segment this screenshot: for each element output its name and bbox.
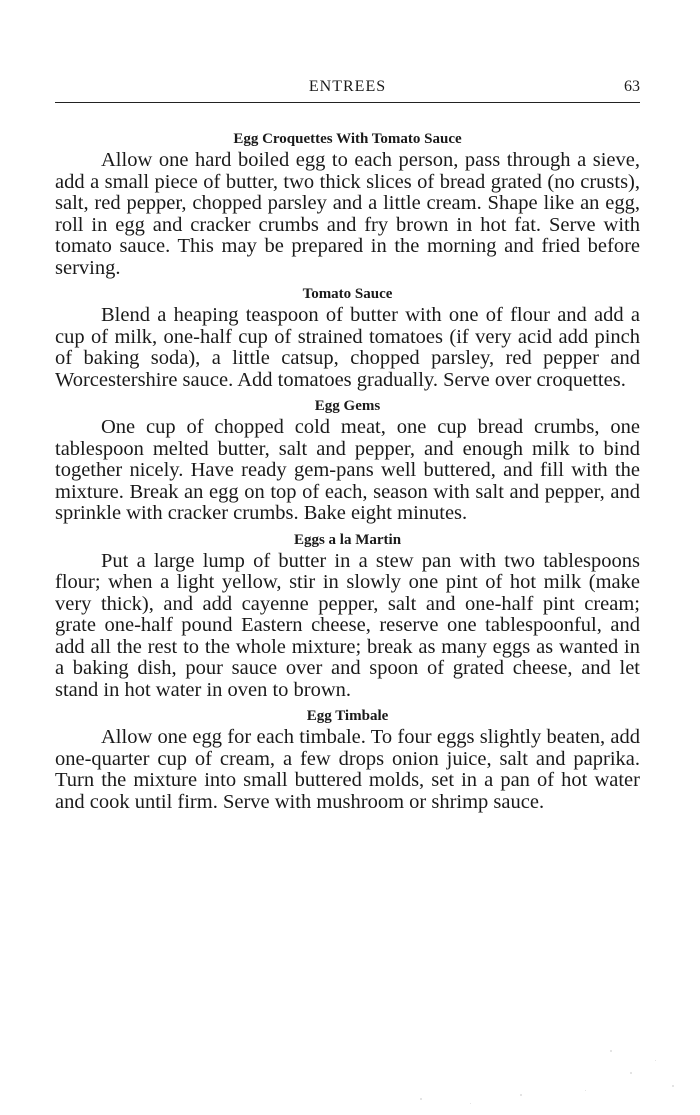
paper-speckle: [470, 1103, 471, 1104]
paper-speckle: [520, 1094, 522, 1096]
recipe-egg-gems: [55, 395, 640, 525]
recipe-tomato-sauce: [55, 283, 640, 391]
page-number: 63: [624, 78, 640, 95]
paper-speckle: [630, 1072, 632, 1074]
running-head: [55, 76, 640, 103]
recipe-title: Egg Timbale: [306, 708, 389, 724]
recipe-title: Egg Gems: [314, 398, 381, 414]
paper-speckle: [672, 1085, 674, 1087]
recipe-eggs-a-la-martin: [55, 529, 640, 702]
paper-speckle: [585, 1090, 586, 1091]
paper-speckle: [420, 1098, 422, 1100]
recipe-egg-timbale: [55, 705, 640, 813]
recipe-body: Blend a heaping teaspoon of butter with one of flour and add a cup of milk, one-half cup of strained tomatoes (if very acid add pinch of baking soda), a little catsup, chopped parsley, red pepper and Worcestershire sauce. Add tomatoes gradually. Serve over croquettes.: [55, 304, 640, 391]
paper-speckle: [655, 1060, 656, 1061]
recipe-egg-croquettes: [55, 128, 640, 279]
recipe-title: Tomato Sauce: [302, 286, 393, 302]
recipe-title: Egg Croquettes With Tomato Sauce: [233, 131, 462, 147]
recipe-body: Allow one egg for each timbale. To four eggs slightly beaten, add one-quarter cup of cream, a few drops onion juice, salt and paprika. Turn the mixture into small buttered molds, set in a pan of hot water and cook until firm. Serve with mushroom or shrimp sauce.: [55, 726, 640, 813]
running-title: ENTREES: [308, 78, 387, 95]
page-content: [55, 128, 640, 817]
paper-speckle: [610, 1050, 612, 1052]
recipe-body: One cup of chopped cold meat, one cup bread crumbs, one tablespoon melted butter, salt and pepper, and enough milk to bind together nicely. Have ready gem-pans well buttered, and fill with the mixture. Break an egg on top of each, season with salt and pepper, and sprinkle with cracker crumbs. Bake eight minutes.: [55, 416, 640, 524]
recipe-body: Put a large lump of butter in a stew pan with two tablespoons flour; when a light yellow, stir in slowly one pint of hot milk (make very thick), and add cayenne pepper, salt and one-half pint cream; grate one-half pound Eastern cheese, reserve one tablespoonful, and add all the rest to the whole mixture; break as many eggs as wanted in a baking dish, pour sauce over and spoon of grated cheese, and let stand in hot water in oven to brown.: [55, 549, 640, 701]
recipe-body: Allow one hard boiled egg to each person, pass through a sieve, add a small piece of butter, two thick slices of bread grated (no crusts), salt, red pepper, chopped parsley and a little cream. Shape like an egg, roll in egg and cracker crumbs and fry brown in hot fat. Serve with tomato sauce. This may be prepared in the morning and fried before serving.: [55, 149, 640, 279]
recipe-title: Eggs a la Martin: [293, 531, 402, 548]
